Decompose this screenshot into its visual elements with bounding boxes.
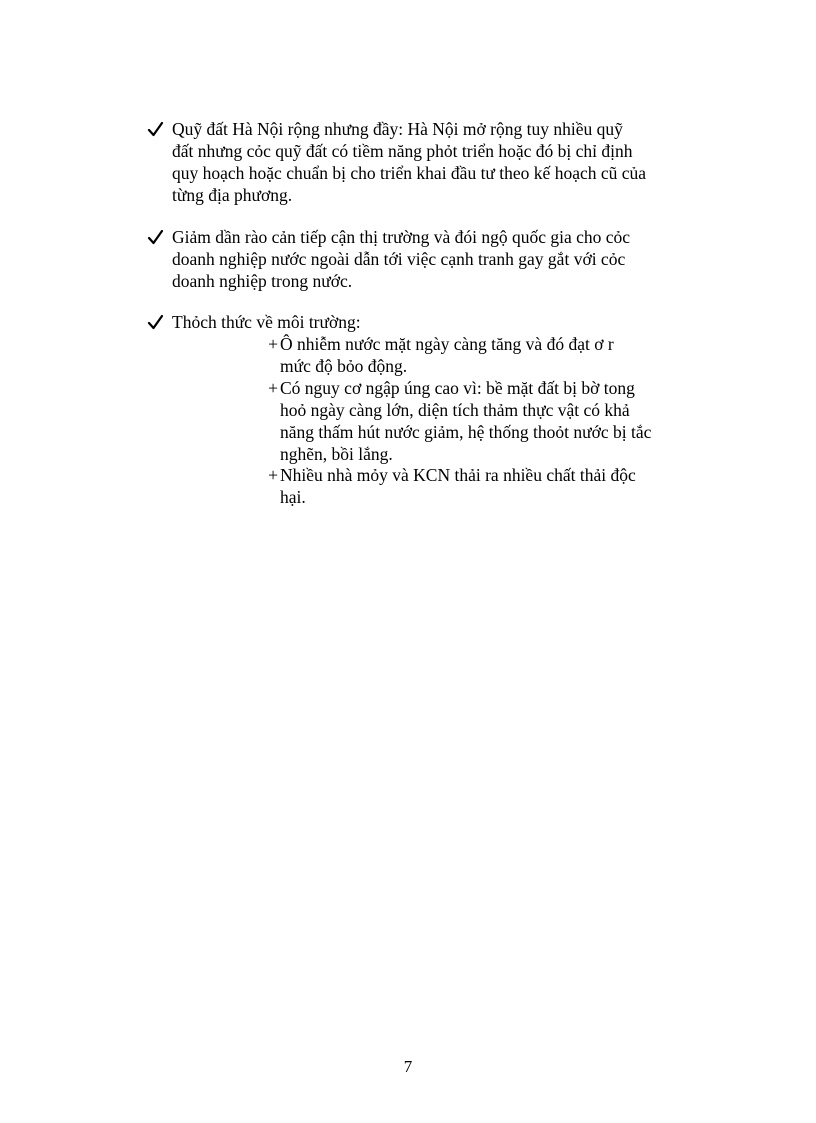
bullet-text-line: từng địa phương.: [172, 185, 293, 205]
sub-item-text-line: năng thấm hút nước giảm, hệ thống thoỏt nước bị tắc: [280, 422, 652, 442]
bullet-text-line: Thỏch thức về môi trường:: [172, 312, 361, 332]
checkmark-icon: [147, 311, 165, 333]
checkmark-icon: [147, 226, 165, 248]
checkmark-icon: [147, 118, 165, 140]
plus-marker: +: [268, 465, 278, 485]
sub-item-text-line: hoỏ ngày càng lớn, diện tích thảm thực vật có khả: [280, 400, 630, 420]
plus-marker: +: [268, 378, 278, 398]
sub-item-text-line: Nhiều nhà mỏy và KCN thải ra nhiều chất thải độc: [280, 465, 636, 485]
bullet-text-line: doanh nghiệp nước ngoài dẫn tới việc cạnh tranh gay gắt với cỏc: [172, 249, 626, 269]
bullet-text-line: Quỹ đất Hà Nội rộng nhưng đầy: Hà Nội mở rộng tuy nhiều quỹ: [172, 119, 623, 139]
plus-marker: +: [268, 334, 278, 354]
bullet-text-line: doanh nghiệp trong nước.: [172, 271, 353, 291]
bullet-text-line: Giảm dần rào cản tiếp cận thị trường và đói ngộ quốc gia cho cỏc: [172, 227, 631, 247]
sub-item-text-line: Ô nhiễm nước mặt ngày càng tăng và đó đạt ơ r: [280, 334, 614, 354]
sub-item-text-line: nghẽn, bồi lắng.: [280, 444, 393, 464]
sub-item-text-line: hại.: [280, 487, 306, 507]
sub-item-text-line: mức độ bỏo động.: [280, 356, 408, 376]
sub-item-text-line: Có nguy cơ ngập úng cao vì: bề mặt đất bị bờ tong: [280, 378, 635, 398]
bullet-text-line: quy hoạch hoặc chuẩn bị cho triển khai đầu tư theo kế hoạch cũ của: [172, 163, 647, 183]
page-number: 7: [403, 1057, 413, 1076]
bullet-text-line: đất nhưng cỏc quỹ đất có tiềm năng phỏt triển hoặc đó bị chỉ định: [172, 141, 633, 161]
